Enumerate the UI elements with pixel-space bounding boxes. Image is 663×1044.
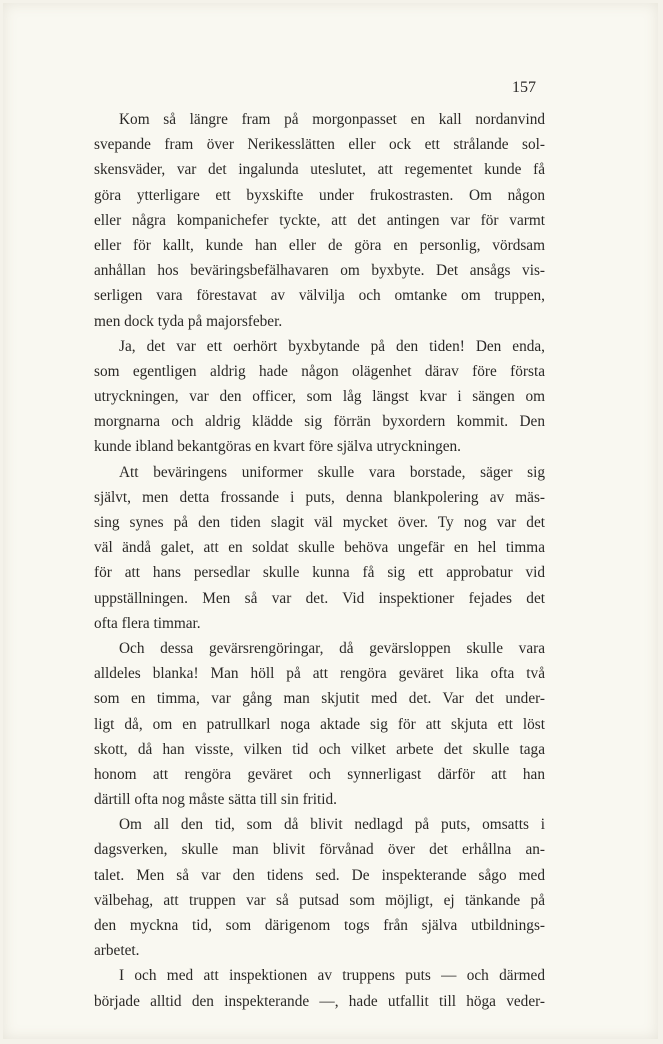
text-line: morgnarna och aldrig klädde sig förrän byxordern kommit. Den [94,413,545,431]
page-number: 157 [512,79,536,96]
text-line: men dock tyda på majorsfeber. [94,312,283,330]
text-line: skensväder, var det ingalunda uteslutet, att regementet kunde få [94,161,545,179]
text-line: Ja, det var ett oerhört byxbytande på den tiden! Den enda, [119,337,545,355]
text-line: eller för kallt, kunde han eller de göra en personlig, vördsam [94,236,545,254]
text-line: kunde ibland bekantgöras en kvart före själva utryckningen. [94,438,462,456]
text-line: började alltid den inspekterande —, hade utfallit till höga veder- [94,992,545,1010]
text-line: honom att rengöra geväret och synnerligast därför att han [94,765,545,783]
text-line: Att beväringens uniformer skulle vara borstade, säger sig [119,463,545,481]
text-line: för att hans persedlar skulle kunna få sig ett approbatur vid [94,564,545,582]
text-line: svepande fram över Nerikesslätten eller ock ett strålande sol- [94,136,545,154]
body-text [94,107,545,1014]
text-line: serligen vara förestavat av välvilja och omtanke om truppen, [94,287,545,305]
text-line: Kom så längre fram på morgonpasset en kall nordanvind [119,111,545,128]
text-line: alldeles blanka! Man höll på att rengöra geväret lika ofta två [94,665,545,683]
text-line: Och dessa gevärsrengöringar, då gevärsloppen skulle vara [119,639,545,657]
text-line: ligt då, om en patrullkarl noga aktade sig för att skjuta ett löst [94,715,545,733]
text-line: dagsverken, skulle man blivit förvånad över det erhållna an- [94,841,545,859]
text-line: göra ytterligare ett byxskifte under frukostrasten. Om någon [94,186,545,204]
text-line: den myckna tid, som därigenom togs från själva utbildnings- [94,917,545,934]
text-line: Om all den tid, som då blivit nedlagd på puts, omsatts i [119,816,545,834]
text-line: som egentligen aldrig hade någon olägenhet därav före första [94,362,545,380]
text-line: I och med att inspektionen av truppens puts — och därmed [119,967,545,985]
text-line: utryckningen, var den officer, som låg längst kvar i sängen om [94,388,545,406]
text-line: talet. Men så var den tidens sed. De inspekterande sågo med [94,866,545,884]
text-line: väl ändå galet, att en soldat skulle behöva ungefär en hel timma [94,539,545,557]
text-line: uppställningen. Men så var det. Vid inspektioner fejades det [94,589,545,607]
book-page [3,3,658,1039]
text-line: anhållan hos beväringsbefälhavaren om byxbyte. Det ansågs vis- [94,262,545,280]
text-line: välbehag, att truppen var så putsad som möjligt, ej tänkande på [94,891,545,909]
text-line: självt, men detta frossande i puts, denna blankpolering av mäs- [94,488,545,506]
text-line: som en timma, var gång man skjutit med det. Var det under- [94,690,545,708]
text-line: skott, då han visste, vilken tid och vilket arbete det skulle taga [94,740,545,758]
text-line: därtill ofta nog måste sätta till sin fritid. [94,791,338,809]
text-line: ofta flera timmar. [94,614,201,632]
text-line: sing synes på den tiden slagit väl mycket över. Ty nog var det [94,514,545,531]
text-line: eller några kompanichefer tyckte, att det antingen var för varmt [94,211,545,229]
text-line: arbetet. [94,942,140,960]
